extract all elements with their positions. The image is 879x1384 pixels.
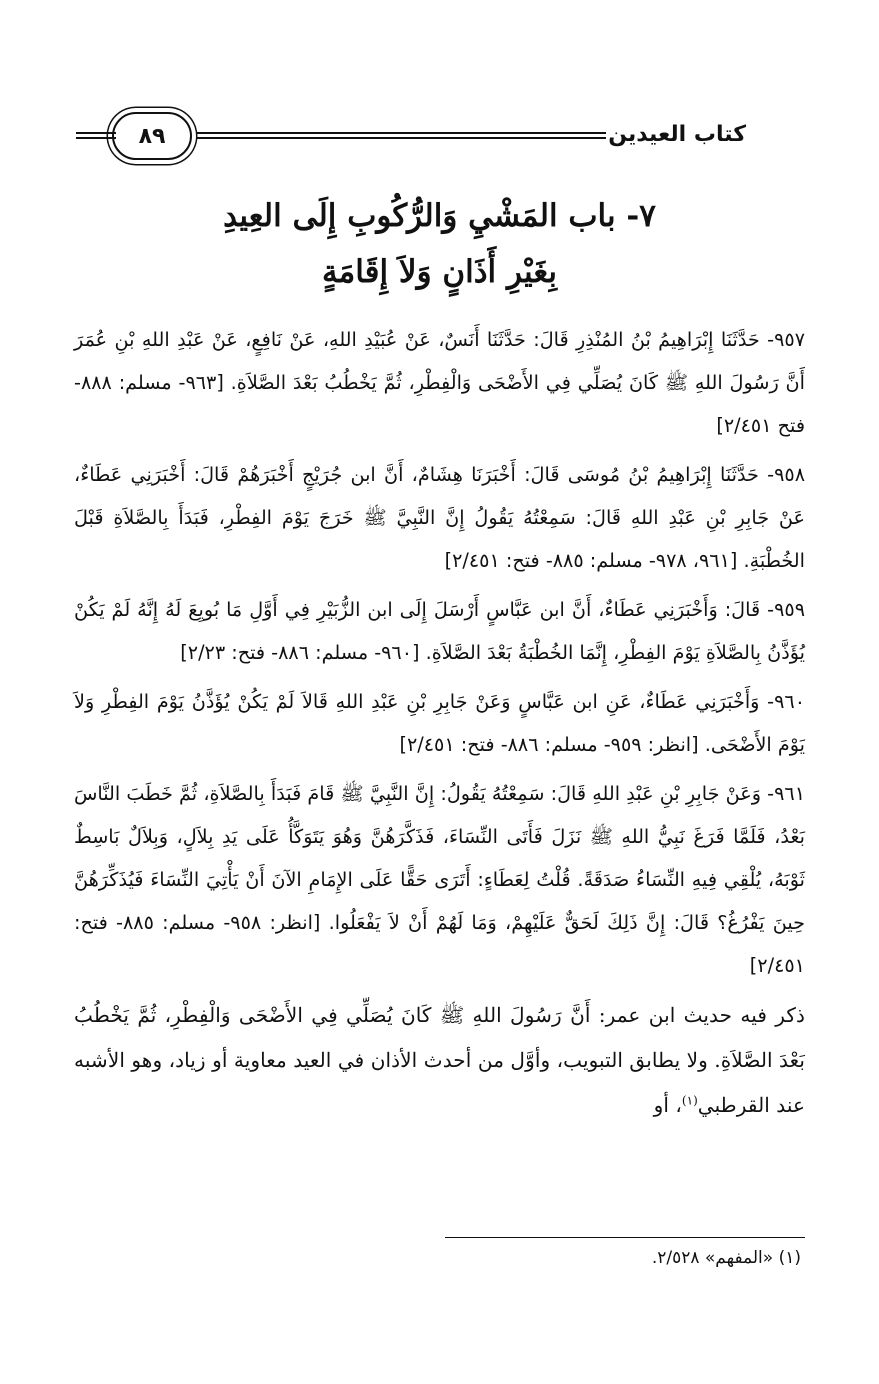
chapter-heading bbox=[80, 188, 799, 300]
chapter-title-line-1: ٧- باب المَشْيِ وَالرُّكُوبِ إِلَى العِيدِ bbox=[223, 198, 656, 234]
hadith-957: ٩٥٧- حَدَّثَنَا إِبْرَاهِيمُ بْنُ المُنْذِرِ قَالَ: حَدَّثَنَا أَنَسٌ، عَنْ عُبَيْدِ اللهِ، عَنْ نَافِعٍ، عَنْ عَبْدِ اللهِ بْنِ عُمَرَ أَنَّ رَسُولَ اللهِ ﷺ كَانَ يُصَلِّي فِي الأَضْحَى وَالْفِطْرِ، ثُمَّ يَخْطُبُ بَعْدَ الصَّلاَةِ. [٩٦٣- مسلم: ٨٨٨- فتح ٢/٤٥١] bbox=[74, 328, 805, 437]
page-body bbox=[74, 318, 805, 1148]
hadith-958: ٩٥٨- حَدَّثَنَا إِبْرَاهِيمُ بْنُ مُوسَى قَالَ: أَخْبَرَنَا هِشَامٌ، أَنَّ ابن جُرَيْجٍ أَخْبَرَهُمْ قَالَ: أَخْبَرَنِي عَطَاءٌ، عَنْ جَابِرِ بْنِ عَبْدِ اللهِ قَالَ: سَمِعْتُهُ يَقُولُ إِنَّ النَّبِيَّ ﷺ خَرَجَ يَوْمَ الفِطْرِ، فَبَدَأَ بِالصَّلاَةِ قَبْلَ الخُطْبَةِ. [٩٦١، ٩٧٨- مسلم: ٨٨٥- فتح: ٢/٤٥١] bbox=[74, 463, 805, 572]
hadith-961: ٩٦١- وَعَنْ جَابِرِ بْنِ عَبْدِ اللهِ قَالَ: سَمِعْتُهُ يَقُولُ: إِنَّ النَّبِيَّ ﷺ قَامَ فَبَدَأَ بِالصَّلاَةِ، ثُمَّ خَطَبَ النَّاسَ بَعْدُ، فَلَمَّا فَرَغَ نَبِيُّ اللهِ ﷺ نَزَلَ فَأَتَى النِّسَاءَ، فَذَكَّرَهُنَّ وَهُوَ يَتَوَكَّأُ عَلَى يَدِ بِلاَلٍ، وَبِلاَلٌ بَاسِطٌ ثَوْبَهُ، يُلْقِي فِيهِ النِّسَاءُ صَدَقَةً. قُلْتُ لِعَطَاءٍ: أَتَرَى حَقًّا عَلَى الإِمَامِ الآنَ أَنْ يَأْتِيَ النِّسَاءَ فَيُذَكِّرَهُنَّ حِينَ يَفْرُغُ؟ قَالَ: إِنَّ ذَلِكَ لَحَقٌّ عَلَيْهِمْ، وَمَا لَهُمْ أَنْ لاَ يَفْعَلُوا. [انظر: ٩٥٨- مسلم: ٨٨٥- فتح: ٢/٤٥١] bbox=[74, 782, 806, 977]
header-double-rule-left bbox=[76, 132, 116, 139]
footnote-separator bbox=[445, 1237, 805, 1238]
commentary-text: ذكر فيه حديث ابن عمر: أَنَّ رَسُولَ اللهِ ﷺ كَانَ يُصَلِّي فِي الأَضْحَى وَالْفِطْرِ، ثُمَّ يَخْطُبُ بَعْدَ الصَّلاَةِ. ولا يطابق التبويب، وأوَّل من أحدث الأذان في العيد معاوية أو زياد، وهو الأشبه عند القرطبي bbox=[74, 1003, 805, 1117]
running-title: كتاب العيدين bbox=[608, 122, 746, 147]
hadith-960: ٩٦٠- وَأَخْبَرَنِي عَطَاءٌ، عَنِ ابن عَبَّاسٍ وَعَنْ جَابِرِ بْنِ عَبْدِ اللهِ قَالاَ لَمْ يَكُنْ يُؤَذَّنُ يَوْمَ الفِطْرِ وَلاَ يَوْمَ الأَضْحَى. [انظر: ٩٥٩- مسلم: ٨٨٦- فتح: ٢/٤٥١] bbox=[74, 690, 805, 756]
footnote: (١) «المفهم» ٢/٥٢٨. bbox=[651, 1248, 801, 1268]
commentary-paragraph bbox=[74, 993, 805, 1128]
hadith-959: ٩٥٩- قَالَ: وَأَخْبَرَنِي عَطَاءٌ، أَنَّ ابن عَبَّاسٍ أَرْسَلَ إِلَى ابن الزُّبَيْرِ فِي أَوَّلِ مَا بُويِعَ لَهُ إِنَّهُ لَمْ يَكُنْ يُؤَذَّنُ بِالصَّلاَةِ يَوْمَ الفِطْرِ، إِنَّمَا الخُطْبَةُ بَعْدَ الصَّلاَةِ. [٩٦٠- مسلم: ٨٨٦- فتح: ٢/٢٣] bbox=[74, 598, 805, 664]
commentary-text-continued: ، أو bbox=[653, 1093, 682, 1117]
page-number: ٨٩ bbox=[112, 112, 192, 160]
chapter-title-line-2: بِغَيْرِ أَذَانٍ وَلاَ إِقَامَةٍ bbox=[322, 254, 557, 290]
running-header bbox=[76, 112, 746, 162]
header-double-rule bbox=[188, 132, 606, 139]
footnote-reference[interactable]: (١) bbox=[681, 1093, 698, 1108]
